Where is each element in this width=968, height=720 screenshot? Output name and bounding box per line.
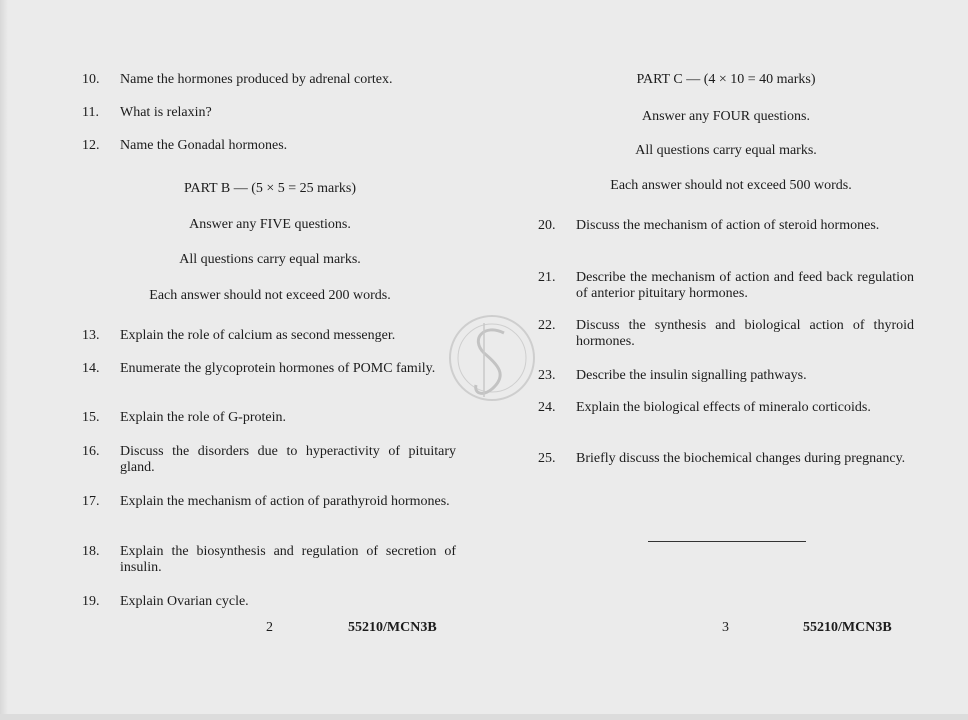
question-number: 20. xyxy=(538,218,556,233)
question-text: Explain Ovarian cycle. xyxy=(120,594,249,609)
question-text: Explain the mechanism of action of parathyroid hormones. xyxy=(120,494,450,509)
seal-watermark-icon xyxy=(444,305,540,411)
question-text: Enumerate the glycoprotein hormones of POMC family. xyxy=(120,361,436,376)
page-number: 3 xyxy=(722,620,729,635)
part-c-instruction: Answer any FOUR questions. xyxy=(642,109,810,124)
question-number: 17. xyxy=(82,494,100,509)
part-b-word-limit: Each answer should not exceed 200 words. xyxy=(149,288,391,303)
question-number: 19. xyxy=(82,594,100,609)
question-number: 15. xyxy=(82,410,100,425)
question-text: Explain the biological effects of mineralo corticoids. xyxy=(576,400,871,415)
part-b-equal-marks: All questions carry equal marks. xyxy=(179,252,361,267)
question-text: Name the hormones produced by adrenal cortex. xyxy=(120,72,393,87)
page-bottom-edge xyxy=(0,714,968,720)
question-number: 12. xyxy=(82,138,100,153)
question-number: 14. xyxy=(82,361,100,376)
part-c-heading: PART C — (4 × 10 = 40 marks) xyxy=(636,72,816,87)
question-text: Describe the mechanism of action and feed back regulation of anterior pituitary hormones. xyxy=(576,270,914,301)
question-text: Describe the insulin signalling pathways. xyxy=(576,368,807,383)
page-number: 2 xyxy=(266,620,273,635)
paper-code: 55210/MCN3B xyxy=(803,620,892,635)
paper-code: 55210/MCN3B xyxy=(348,620,437,635)
part-c-equal-marks: All questions carry equal marks. xyxy=(635,143,817,158)
part-c-word-limit: Each answer should not exceed 500 words. xyxy=(610,178,852,193)
question-text: Explain the role of calcium as second messenger. xyxy=(120,328,396,343)
question-number: 25. xyxy=(538,451,556,466)
question-number: 21. xyxy=(538,270,556,285)
question-number: 24. xyxy=(538,400,556,415)
question-number: 11. xyxy=(82,105,99,120)
question-text: Discuss the mechanism of action of steroid hormones. xyxy=(576,218,880,233)
end-rule xyxy=(648,541,806,542)
question-text: Discuss the synthesis and biological action of thyroid hormones. xyxy=(576,318,914,349)
question-number: 13. xyxy=(82,328,100,343)
question-text: Discuss the disorders due to hyperactivity of pituitary gland. xyxy=(120,444,456,475)
question-number: 22. xyxy=(538,318,556,333)
question-text: Briefly discuss the biochemical changes during pregnancy. xyxy=(576,451,906,466)
question-text: Name the Gonadal hormones. xyxy=(120,138,288,153)
question-number: 23. xyxy=(538,368,556,383)
question-number: 18. xyxy=(82,544,100,559)
question-text: Explain the role of G-protein. xyxy=(120,410,287,425)
page-edge-shadow xyxy=(0,0,8,720)
question-number: 16. xyxy=(82,444,100,459)
question-number: 10. xyxy=(82,72,100,87)
question-text: What is relaxin? xyxy=(120,105,212,120)
part-b-heading: PART B — (5 × 5 = 25 marks) xyxy=(183,181,357,196)
question-text: Explain the biosynthesis and regulation of secretion of insulin. xyxy=(120,544,456,575)
part-b-instruction: Answer any FIVE questions. xyxy=(189,217,351,232)
